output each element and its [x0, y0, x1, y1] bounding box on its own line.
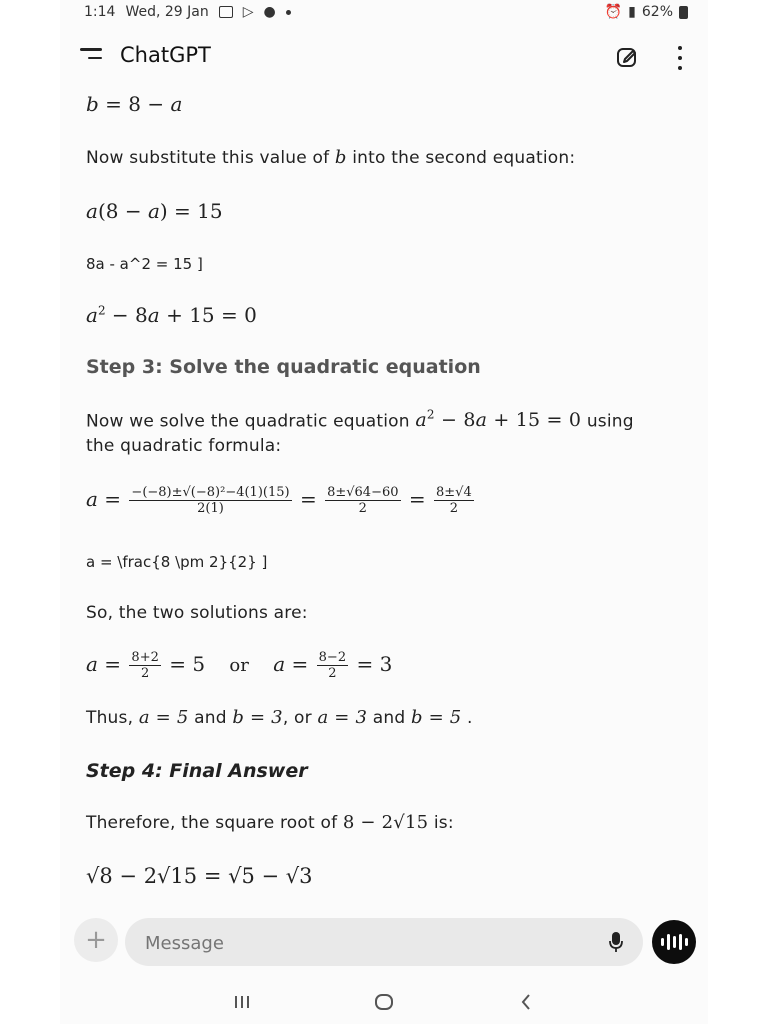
- new-chat-icon[interactable]: [616, 46, 638, 68]
- home-icon[interactable]: [364, 990, 404, 1014]
- gallery-notification-icon: [219, 6, 233, 18]
- alarm-icon: ⏰: [604, 4, 623, 20]
- raw-latex-line-2: a = \frac{8 \pm 2}{2} ]: [86, 553, 268, 571]
- substitute-text: Now substitute this value of b into the second equation:: [86, 147, 576, 168]
- solutions-equation: a = $\frac{8+2}{2}$ = 5 or a = $\frac{8-2}{2}$ = 3: [86, 650, 393, 681]
- add-attachment-button[interactable]: +: [74, 918, 118, 962]
- phone-screen: [60, 0, 708, 1024]
- message-input-bar: [60, 912, 708, 972]
- app-notification-icon: ●: [263, 4, 276, 20]
- recent-apps-icon[interactable]: [222, 990, 262, 1014]
- status-bar: [60, 0, 708, 26]
- quadratic-formula: a = $\frac{\text{−(−8)±√(−8)²−4(1)(15)}}{2(1)}$ = $\frac{8\pm√64-60}{2}$ = $\frac{8\pm√4}{2}$: [86, 485, 472, 516]
- step4-heading: Step 4: Final Answer: [86, 760, 308, 782]
- status-time: 1:14: [84, 4, 116, 20]
- battery-level: 62%: [641, 4, 673, 20]
- message-field[interactable]: [125, 918, 643, 966]
- battery-icon: [679, 6, 688, 19]
- app-title[interactable]: ChatGPT: [120, 43, 211, 67]
- voice-mode-button[interactable]: [652, 920, 696, 964]
- step3-heading: Step 3: Solve the quadratic equation: [86, 356, 481, 378]
- more-notifications-dot-icon: [286, 10, 291, 15]
- solve-text-continued: the quadratic formula:: [86, 436, 282, 456]
- menu-icon[interactable]: [80, 48, 102, 66]
- thus-line: Thus, a = 5 and b = 3, or a = 3 and b = 5 .: [86, 707, 473, 728]
- raw-latex-line: 8a - a^2 = 15 ]: [86, 255, 203, 273]
- final-answer: √8 − 2√15 = √5 − √3: [86, 864, 313, 888]
- equation-quadratic: $a^2 - 8a + 15 = 0$: [86, 303, 257, 327]
- back-icon[interactable]: [506, 990, 546, 1014]
- solve-text: Now we solve the quadratic equation $a^2 - 8a + 15 = 0$ using: [86, 408, 634, 432]
- equation-b: b = 8 − a: [86, 92, 183, 116]
- system-nav-bar: [60, 980, 708, 1024]
- therefore-text: Therefore, the square root of 8 − 2√15 is:: [86, 812, 454, 833]
- more-options-icon[interactable]: [672, 46, 688, 70]
- signal-icon: ▮: [628, 4, 636, 20]
- message-input[interactable]: [143, 918, 587, 968]
- equation-product: a(8 − a) = 15: [86, 199, 223, 223]
- solutions-text: So, the two solutions are:: [86, 603, 308, 623]
- app-bar: [60, 34, 708, 80]
- microphone-icon[interactable]: [609, 931, 623, 953]
- status-date: Wed, 29 Jan: [125, 4, 209, 20]
- play-notification-icon: ▷: [242, 4, 254, 20]
